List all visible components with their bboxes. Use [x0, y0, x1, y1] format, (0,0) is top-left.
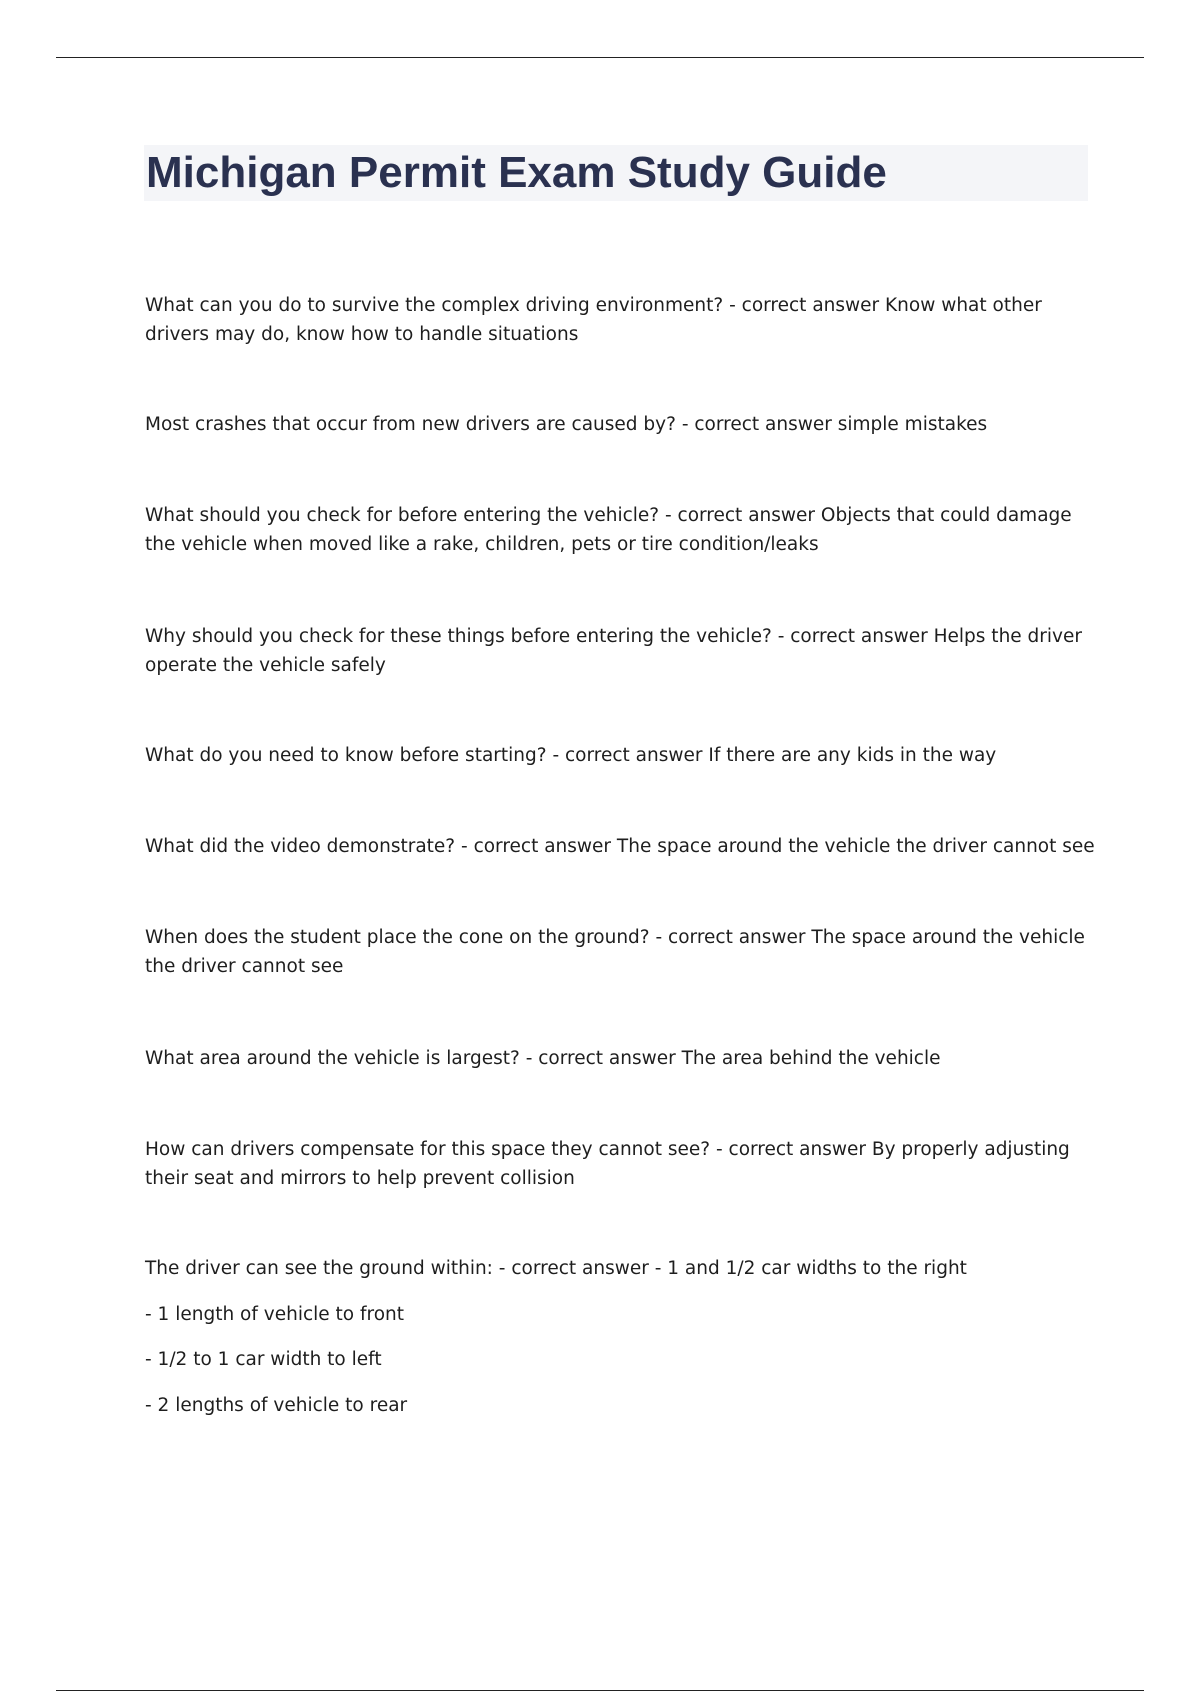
- qa-item: What area around the vehicle is largest? - correct answer The area behind the vehicle: [145, 1048, 941, 1069]
- page-title: Michigan Permit Exam Study Guide: [146, 148, 887, 197]
- bottom-rule: [56, 1690, 1144, 1691]
- qa-item: The driver can see the ground within: - correct answer - 1 and 1/2 car widths to the right: [145, 1258, 967, 1279]
- qa-item: When does the student place the cone on the ground? - correct answer The space around the vehicle the driver cannot see: [145, 927, 1085, 977]
- qa-item: How can drivers compensate for this space they cannot see? - correct answer By properly adjusting their seat and mirrors to help prevent collision: [145, 1139, 1070, 1189]
- qa-item: What should you check for before entering the vehicle? - correct answer Objects that could damage the vehicle when moved like a rake, children, pets or tire condition/leaks: [145, 505, 1072, 555]
- list-item: - 2 lengths of vehicle to rear: [145, 1395, 408, 1416]
- list-item: - 1/2 to 1 car width to left: [145, 1349, 382, 1370]
- qa-item: What can you do to survive the complex driving environment? - correct answer Know what other drivers may do, know how to handle situations: [145, 295, 1042, 345]
- top-rule: [56, 57, 1144, 58]
- qa-item: Most crashes that occur from new drivers are caused by? - correct answer simple mistakes: [145, 414, 988, 435]
- qa-item: What did the video demonstrate? - correct answer The space around the vehicle the driver cannot see: [145, 836, 1095, 857]
- qa-item: Why should you check for these things before entering the vehicle? - correct answer Helps the driver operate the vehicle safely: [145, 626, 1082, 676]
- qa-item: What do you need to know before starting? - correct answer If there are any kids in the way: [145, 745, 997, 766]
- list-item: - 1 length of vehicle to front: [145, 1304, 404, 1325]
